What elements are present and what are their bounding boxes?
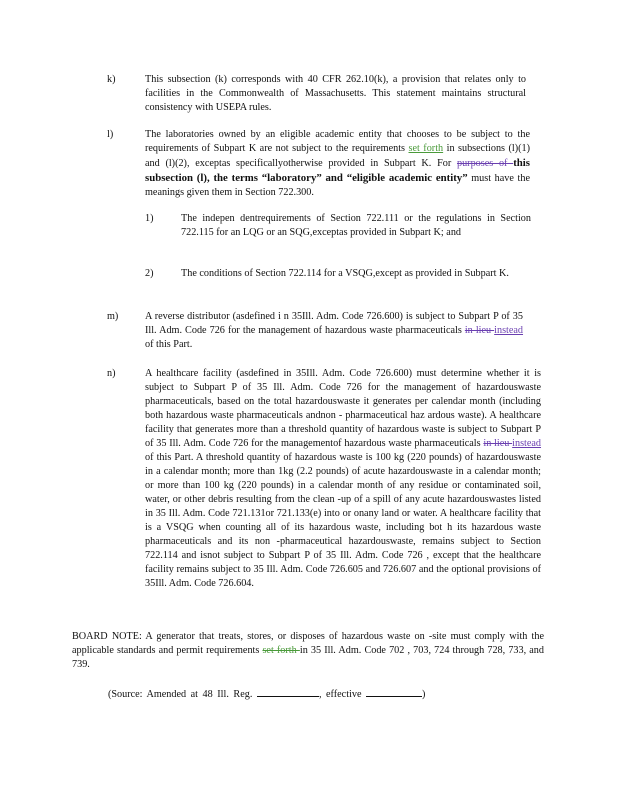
board-note-part2: in 35 Ill. Adm. Code 702 , 703, 724 through 728, 733, and 739. xyxy=(72,645,544,670)
deleted-in-lieu-n: in lieu xyxy=(483,438,513,449)
subsection-m-text xyxy=(145,310,523,352)
subsection-l-text xyxy=(145,128,530,200)
board-note xyxy=(72,630,544,672)
board-note-part1: BOARD NOTE: A generator that treats, stores, or disposes of hazardous waste on -site must comply with the applicable standards and permit requirements xyxy=(72,631,544,656)
subsection-l-text-part1: The laboratories owned by an eligible academic entity that chooses to be subject to the requirements of Subpart K are not subject to the requirements xyxy=(145,129,530,154)
inserted-set-forth: set forth xyxy=(408,143,444,154)
item-l2-text: The conditions of Section 722.114 for a VSQG,except as provided in Subpart K. xyxy=(181,268,509,279)
deleted-set-forth: set forth xyxy=(262,645,300,656)
inserted-instead-n: instead xyxy=(512,438,542,449)
effective-date-blank xyxy=(366,686,422,697)
subsection-l-text-part2: in subsections (l)(1) and (l)(2), exceptas specificallyotherwise provided in Subpart K. For xyxy=(145,143,530,169)
item-l1-text: The indepen dentrequirements of Section 722.111 or the regulations in Section 722.115 for an LQG or an SQG,exceptas provided in Subpart K; and xyxy=(181,213,531,238)
subsection-n-text-part1: A healthcare facility (asdefined in 35Ill. Adm. Code 726.600) must determine whether it is subject to Subpart P of 35 Ill. Adm. Code 726 for the management of hazardouswaste pharmaceuticals, based on the total hazardouswaste it generates per calendar month (including both hazardous waste pharmaceuticals andnon - pharmaceutical haz ardous waste). A healthcare facility that generates more than a threshold quantity of hazardous waste is subject to Subpart P of 35 Ill. Adm. Code 726 for the managementof hazardous waste pharmaceuticals xyxy=(145,368,541,449)
subsection-l-text-part3: must have the meanings given them in Section 722.300. xyxy=(145,173,530,198)
subsection-k-text: This subsection (k) corresponds with 40 CFR 262.10(k), a provision that relates only to facilities in the Commonwealth of Massachusetts. This statement maintains structural consistency with USEPA rules. xyxy=(145,74,526,113)
subsection-label-l: l) xyxy=(107,129,114,140)
source-line xyxy=(108,686,528,702)
item-label-l2: 2) xyxy=(145,268,154,279)
inserted-instead: instead xyxy=(494,325,524,336)
subsection-m-text-part1: A reverse distributor (asdefined i n 35Ill. Adm. Code 726.600) is subject to Subpart P of 35 Ill. Adm. Code 726 for the management of hazardous waste pharmaceuticals xyxy=(145,311,523,336)
subsection-m-text-part2: of this Part. xyxy=(145,339,193,350)
deleted-in-lieu: in lieu xyxy=(464,325,495,336)
item-label-l1: 1) xyxy=(145,213,154,224)
subsection-n-text xyxy=(145,367,541,591)
register-blank xyxy=(257,686,319,697)
inserted-bold-definition: this subsection (l), the terms “laboratory” and “eligible academic entity” xyxy=(145,157,530,184)
source-prefix: (Source: Amended at 48 Ill. Reg. xyxy=(108,689,257,700)
subsection-label-k: k) xyxy=(107,74,116,85)
source-effective: , effective xyxy=(318,689,367,700)
deleted-purposes-of: purposes of xyxy=(456,158,514,169)
subsection-label-m: m) xyxy=(107,311,119,322)
subsection-n-text-part2: of this Part. A threshold quantity of hazardous waste is 100 kg (220 pounds) of hazardouswaste in a calendar month; more than 1kg (2.2 pounds) of acute hazardouswaste in a calendar month; or more than 100 kg (220 pounds) in a calendar month of any residue or contaminated soil, water, or other debris resulting from the clean -up of a spill of any acute hazardouswastes listed in 35 Ill. Adm. Code 721.131or 721.133(e) into or onany land or water. A healthcare facility that is a VSQG when counting all of its hazardous waste, including bot h its hazardous waste pharmaceuticals and its non -pharmaceutical hazardouswaste, remains subject to Section 722.114 and isnot subject to Subpart P of 35 Ill. Adm. Code 726 , except that the healthcare facility remains subject to 35 Ill. Adm. Code 726.605 and 726.607 and the optional provisions of 35Ill. Adm. Code 726.604. xyxy=(145,452,541,589)
subsection-label-n: n) xyxy=(107,368,116,379)
source-close: ) xyxy=(422,689,426,700)
